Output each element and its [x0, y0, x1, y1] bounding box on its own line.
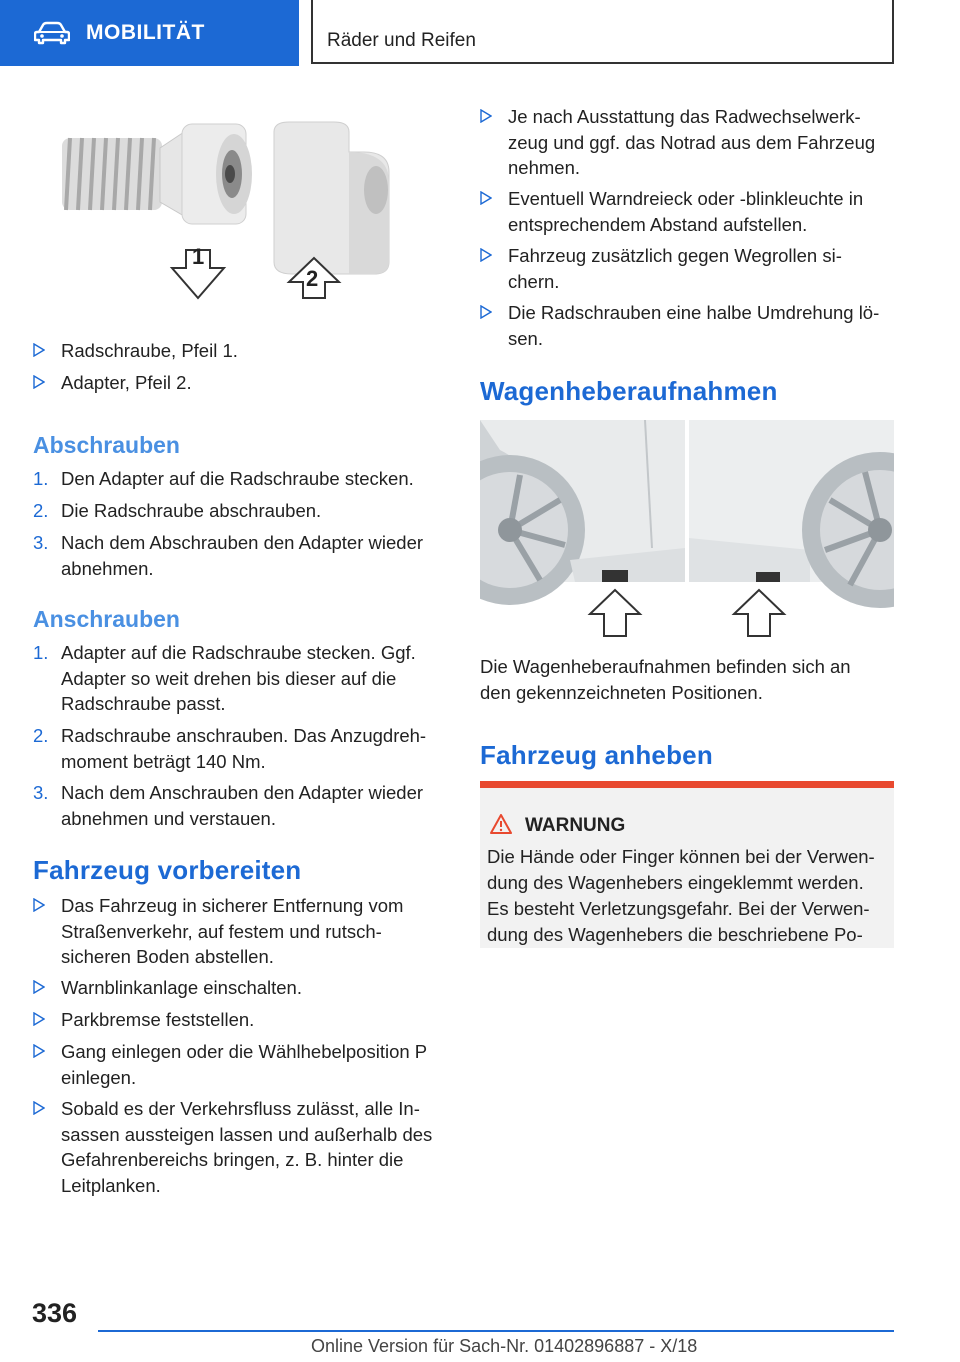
bullet-triangle-icon: [480, 248, 492, 262]
step-anschrauben-1: 1. Adapter auf die Radschraube stecken. Ggf. Adapter so weit drehen bis dieser auf die Radschraube passt.: [33, 642, 416, 714]
step-abschrauben-2: 2. Die Radschraube abschrauben.: [33, 500, 322, 521]
arrow-jack-right-icon: [734, 590, 784, 636]
warning-body: Die Hände oder Finger können bei der Verwen- dung des Wagenhebers eingeklemmt werden. Es besteht Verletzungsgefahr. Bei der Verwen- dung des Wagenhebers die beschriebene Po-: [487, 846, 875, 945]
footer-version-text: Online Version für Sach-Nr. 01402896887 - X/18: [311, 1336, 698, 1356]
step-abschrauben-3: 3. Nach dem Abschrauben den Adapter wieder abnehmen.: [33, 532, 424, 579]
bullet-vorbereiten-2: Warnblinkanlage einschalten.: [33, 975, 302, 1001]
bullet-triangle-icon: [480, 109, 492, 123]
heading-anschrauben: Anschrauben: [33, 606, 180, 632]
section-tab[interactable]: [311, 0, 894, 64]
footer-divider: [98, 1330, 894, 1332]
heading-abschrauben: Abschrauben: [33, 432, 180, 458]
wagenheber-text-line-2: den gekennzeichneten Positionen.: [480, 682, 763, 703]
list-item-part-2: Adapter, Pfeil 2.: [33, 370, 192, 396]
bullet-vorbereiten-1: Das Fahrzeug in sicherer Entfernung vom Straßenverkehr, auf festem und rutsch- sicheren Boden abstellen.: [33, 893, 403, 970]
heading-wagenheberaufnahmen: Wagenheberaufnahmen: [480, 376, 778, 406]
car-icon: [34, 21, 70, 45]
bullet-vorbereiten-5: Sobald es der Verkehrsfluss zulässt, alle In- sassen aussteigen lassen und außerhalb des Gefahrenbereichs bringen, z. B. hinter die Leitplanken.: [33, 1096, 432, 1198]
warning-box: [480, 781, 894, 948]
wagenheber-text-line-1: Die Wagenheberaufnahmen befinden sich an: [480, 656, 851, 677]
warning-triangle-icon: [490, 814, 512, 834]
arrow-2-label: 2: [306, 266, 319, 291]
bullet-triangle-icon: [33, 1101, 45, 1115]
list-item-part-1: Radschraube, Pfeil 1.: [33, 338, 238, 364]
bullet-triangle-icon: [33, 375, 45, 389]
bullet-right-2: Eventuell Warndreieck oder -blinkleuchte in entsprechendem Abstand aufstellen.: [480, 186, 863, 237]
screw-thread: [62, 138, 162, 210]
step-anschrauben-2: 2. Radschraube anschrauben. Das Anzugdreh- moment beträgt 140 Nm.: [33, 725, 427, 772]
chapter-title: MOBILITÄT: [86, 21, 205, 44]
bullet-right-1: Je nach Ausstattung das Radwechselwerk- zeug und ggf. das Notrad aus dem Fahrzeug nehmen.: [480, 104, 875, 181]
bullet-right-4: Die Radschrauben eine halbe Umdrehung lö- sen.: [480, 300, 879, 351]
heading-fahrzeug-anheben: Fahrzeug anheben: [480, 740, 713, 770]
step-anschrauben-3: 3. Nach dem Anschrauben den Adapter wieder abnehmen und verstauen.: [33, 782, 424, 829]
heading-vorbereiten: Fahrzeug vorbereiten: [33, 855, 302, 885]
arrow-jack-left-icon: [590, 590, 640, 636]
bullet-triangle-icon: [33, 898, 45, 912]
figure-jacking-points: [480, 420, 894, 642]
bullet-triangle-icon: [33, 343, 45, 357]
bullet-triangle-icon: [480, 305, 492, 319]
bullet-vorbereiten-4: Gang einlegen oder die Wählhebelposition P einlegen.: [33, 1039, 427, 1090]
bullet-triangle-icon: [33, 1044, 45, 1058]
bullet-triangle-icon: [480, 191, 492, 205]
bullet-triangle-icon: [33, 1012, 45, 1026]
bullet-right-3: Fahrzeug zusätzlich gegen Wegrollen si- chern.: [480, 243, 842, 294]
chapter-tab[interactable]: [0, 0, 299, 66]
figure-screw-adapter: [44, 112, 444, 312]
step-abschrauben-1: 1. Den Adapter auf die Radschraube stecken.: [33, 468, 414, 489]
page-number: 336: [32, 1298, 78, 1328]
page-header: [0, 0, 960, 66]
arrow-1-label: 1: [192, 244, 205, 269]
section-title: Räder und Reifen: [327, 30, 476, 51]
bullet-vorbereiten-3: Parkbremse feststellen.: [33, 1007, 254, 1033]
bullet-triangle-icon: [33, 980, 45, 994]
warning-title: WARNUNG: [525, 815, 626, 836]
